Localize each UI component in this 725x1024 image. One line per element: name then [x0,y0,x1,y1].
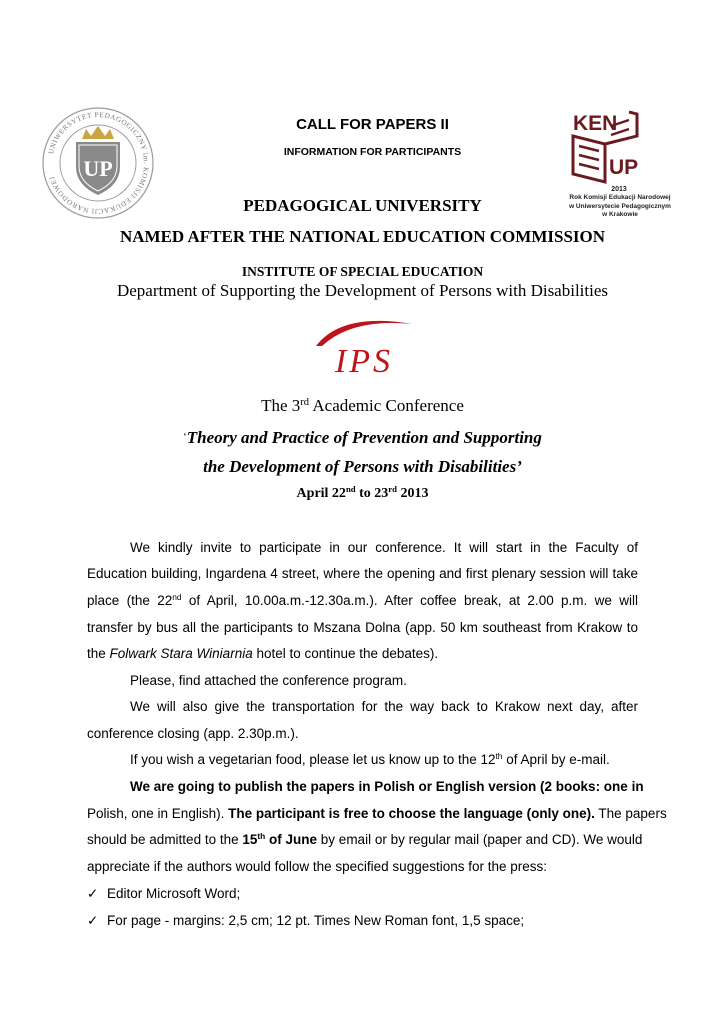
text-span: The papers [594,806,667,821]
ips-letters: IPS [334,343,394,378]
ips-logo [312,316,416,378]
ken-caption-line2: w Uniwersytecie Pedagogicznym [569,202,671,210]
institute-name: INSTITUTE OF SPECIAL EDUCATION [241,264,484,279]
text-bold: The participant is free to choose the language (only one). [228,806,595,821]
date-end: to 23 [355,486,389,501]
bullet-item [87,913,638,929]
university-name-line2: NAMED AFTER THE NATIONAL EDUCATION COMMISSION [119,227,606,246]
hotel-name: Folwark Stara Winiarnia [109,646,253,661]
date-start-sup: nd [345,484,356,495]
text-span: Polish, one in English). [87,806,229,821]
text-sup: nd [172,592,182,603]
header-title: CALL FOR PAPERS II [296,116,449,133]
bullet-item [87,886,638,902]
open-quote: ‘ [183,431,187,443]
paragraph-line [87,752,638,768]
theme-text-1: Theory and Practice of Prevention and Supporting [186,428,542,447]
ken-caption-line1: Rok Komisji Edukacji Narodowej [569,194,671,201]
text-sup: th [257,831,266,842]
conference-theme-line2: the Development of Persons with Disabilities’ [203,457,522,476]
university-name: PEDAGOGICAL UNIVERSITY [243,196,482,215]
date-end-sup: rd [388,484,397,495]
conference-ordinal: rd [300,397,310,409]
paragraph-line [87,806,667,822]
bullet-text: Editor Microsoft Word; [107,886,241,901]
text-span: by email or by regular mail (paper and CD). We would [317,832,643,847]
text-span: should be admitted to the [87,832,243,847]
department-name: Department of Supporting the Development of Persons with Disabilities [116,281,609,300]
ken-letters: KEN [573,112,618,135]
conference-prefix: The 3 [261,396,301,415]
paragraph-line [87,831,643,848]
date-year: 2013 [396,486,429,501]
seal-up-letters: UP [83,156,113,181]
seal-ring-text: UNIWERSYTET PEDAGOGICZNY im. KOMISJI EDUKACJI NARODOWEJ [46,110,151,216]
text-sup: th [495,751,503,762]
text-span: hotel to continue the debates). [252,646,439,661]
ken-up-letters: UP [609,156,639,179]
paragraph-line: conference closing (app. 2.30p.m.). [87,726,299,741]
paragraph-line: transfer by bus all the participants to Mszana Dolna (app. 50 km southeast from Krakow to [87,620,638,635]
text-span: of April by e-mail. [502,752,610,767]
conference-dates [0,486,725,502]
text-span: the [87,646,110,661]
book-icon [573,136,605,182]
paragraph-line: appreciate if the authors would follow the specified suggestions for the press: [87,859,548,874]
paragraph-line: We are going to publish the papers in Polish or English version (2 books: one in [130,779,644,794]
ken-caption-line3: w Krakowie [602,211,638,218]
text-bold: 15 [242,832,258,847]
text-span: place (the 22 [87,593,173,608]
date-start: April 22 [296,486,346,501]
ken-year: 2013 [611,186,627,193]
paragraph-line: Please, find attached the conference program. [130,673,407,688]
text-span: If you wish a vegetarian food, please let us know up to the 12 [130,752,496,767]
paragraph-line: Education building, Ingardena 4 street, where the opening and first plenary session will take [87,566,638,581]
text-bold: of June [265,832,318,847]
text-span: of April, 10.00a.m.-12.30a.m.). After coffee break, at 2.00 p.m. we will [181,593,638,608]
paragraph-line: We will also give the transportation for the way back to Krakow next day, after [130,699,638,714]
conference-theme-line1 [0,428,725,448]
paragraph-line [87,646,638,662]
conference-name [0,396,725,416]
bullet-text: For page - margins: 2,5 cm; 12 pt. Times New Roman font, 1,5 space; [107,913,525,928]
paragraph-line: We kindly invite to participate in our conference. It will start in the Faculty of [130,540,638,555]
checkmark-icon: ✓ [87,913,99,928]
paragraph-line [87,593,638,609]
conference-suffix: Academic Conference [309,396,464,415]
checkmark-icon: ✓ [87,886,99,901]
header-subtitle: INFORMATION FOR PARTICIPANTS [283,146,462,158]
